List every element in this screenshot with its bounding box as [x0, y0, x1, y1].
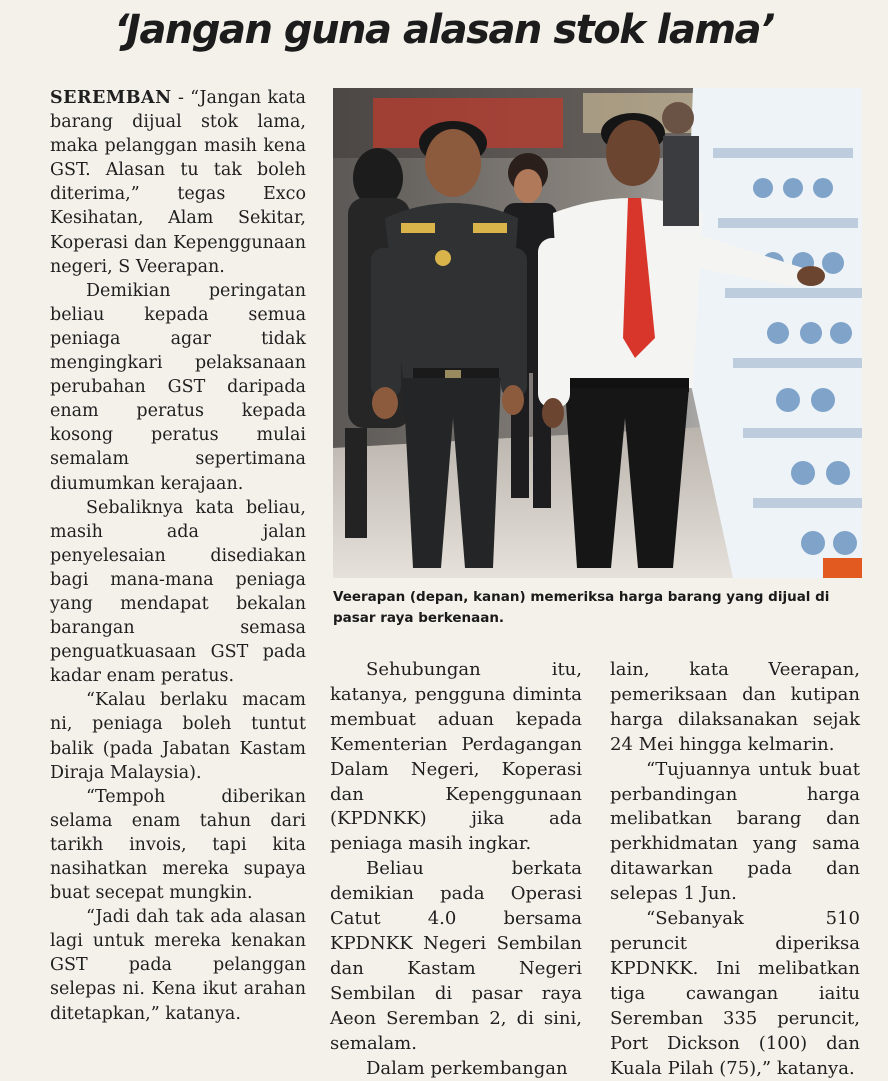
lead-text: - “Jangan kata barang dijual stok lama, maka pelanggan masih kena GST. Alasan tu tak boleh diterima,” tegas Exco Kesihatan, Alam Sekitar, Koperasi dan Kepenggunaan negeri, S Veerapan. [50, 88, 306, 277]
article-column-1 [50, 86, 306, 1026]
paragraph: “Kalau berlaku macam ni, peniaga boleh tuntut balik (pada Jabatan Kastam Diraja Malaysia). [50, 688, 306, 784]
paragraph: “Jadi dah tak ada alasan lagi untuk mereka kenakan GST pada pelanggan selepas ni. Kena ikut arahan ditetapkan,” katanya. [50, 905, 306, 1025]
photo-caption: Veerapan (depan, kanan) memeriksa harga barang yang dijual di pasar raya berkenaan. [333, 587, 863, 629]
lead-paragraph [50, 86, 306, 279]
paragraph: lain, kata Veerapan, pemeriksaan dan kutipan harga dilaksanakan sejak 24 Mei hingga kelmarin. [610, 658, 860, 758]
paragraph: Dalam perkembangan [330, 1057, 582, 1081]
news-photo [333, 88, 862, 578]
supermarket-inspection-illustration [333, 88, 862, 578]
article-column-3 [610, 658, 860, 1081]
paragraph: “Tujuannya untuk buat perbandingan harga melibatkan barang dan perkhidmatan yang sama ditawarkan pada dan selepas 1 Jun. [610, 758, 860, 907]
paragraph: “Tempoh diberikan selama enam tahun dari tarikh invois, tapi kita nasihatkan mereka supaya buat secepat mungkin. [50, 785, 306, 905]
paragraph: Sehubungan itu, katanya, pengguna diminta membuat aduan kepada Kementerian Perdagangan Dalam Negeri, Koperasi dan Kepenggunaan (KPDNKK) jika ada peniaga masih ingkar. [330, 658, 582, 857]
article-column-2 [330, 658, 582, 1081]
article-headline: ‘Jangan guna alasan stok lama’ [0, 2, 888, 58]
paragraph: Sebaliknya kata beliau, masih ada jalan penyelesaian disediakan bagi mana-mana peniaga yang mendapat bekalan barangan semasa penguatkuasaan GST pada kadar enam peratus. [50, 496, 306, 689]
paragraph: “Sebanyak 510 peruncit diperiksa KPDNKK. Ini melibatkan tiga cawangan iaitu Seremban 335 peruncit, Port Dickson (100) dan Kuala Pilah (75),” katanya. [610, 907, 860, 1081]
paragraph: Beliau berkata demikian pada Operasi Catut 4.0 bersama KPDNKK Negeri Sembilan dan Kastam Negeri Sembilan di pasar raya Aeon Seremban 2, di sini, semalam. [330, 857, 582, 1056]
paragraph: Demikian peringatan beliau kepada semua peniaga agar tidak mengingkari pelaksanaan perubahan GST daripada enam peratus kepada kosong peratus mulai semalam sepertimana diumumkan kerajaan. [50, 279, 306, 496]
dateline: SEREMBAN [50, 88, 172, 108]
